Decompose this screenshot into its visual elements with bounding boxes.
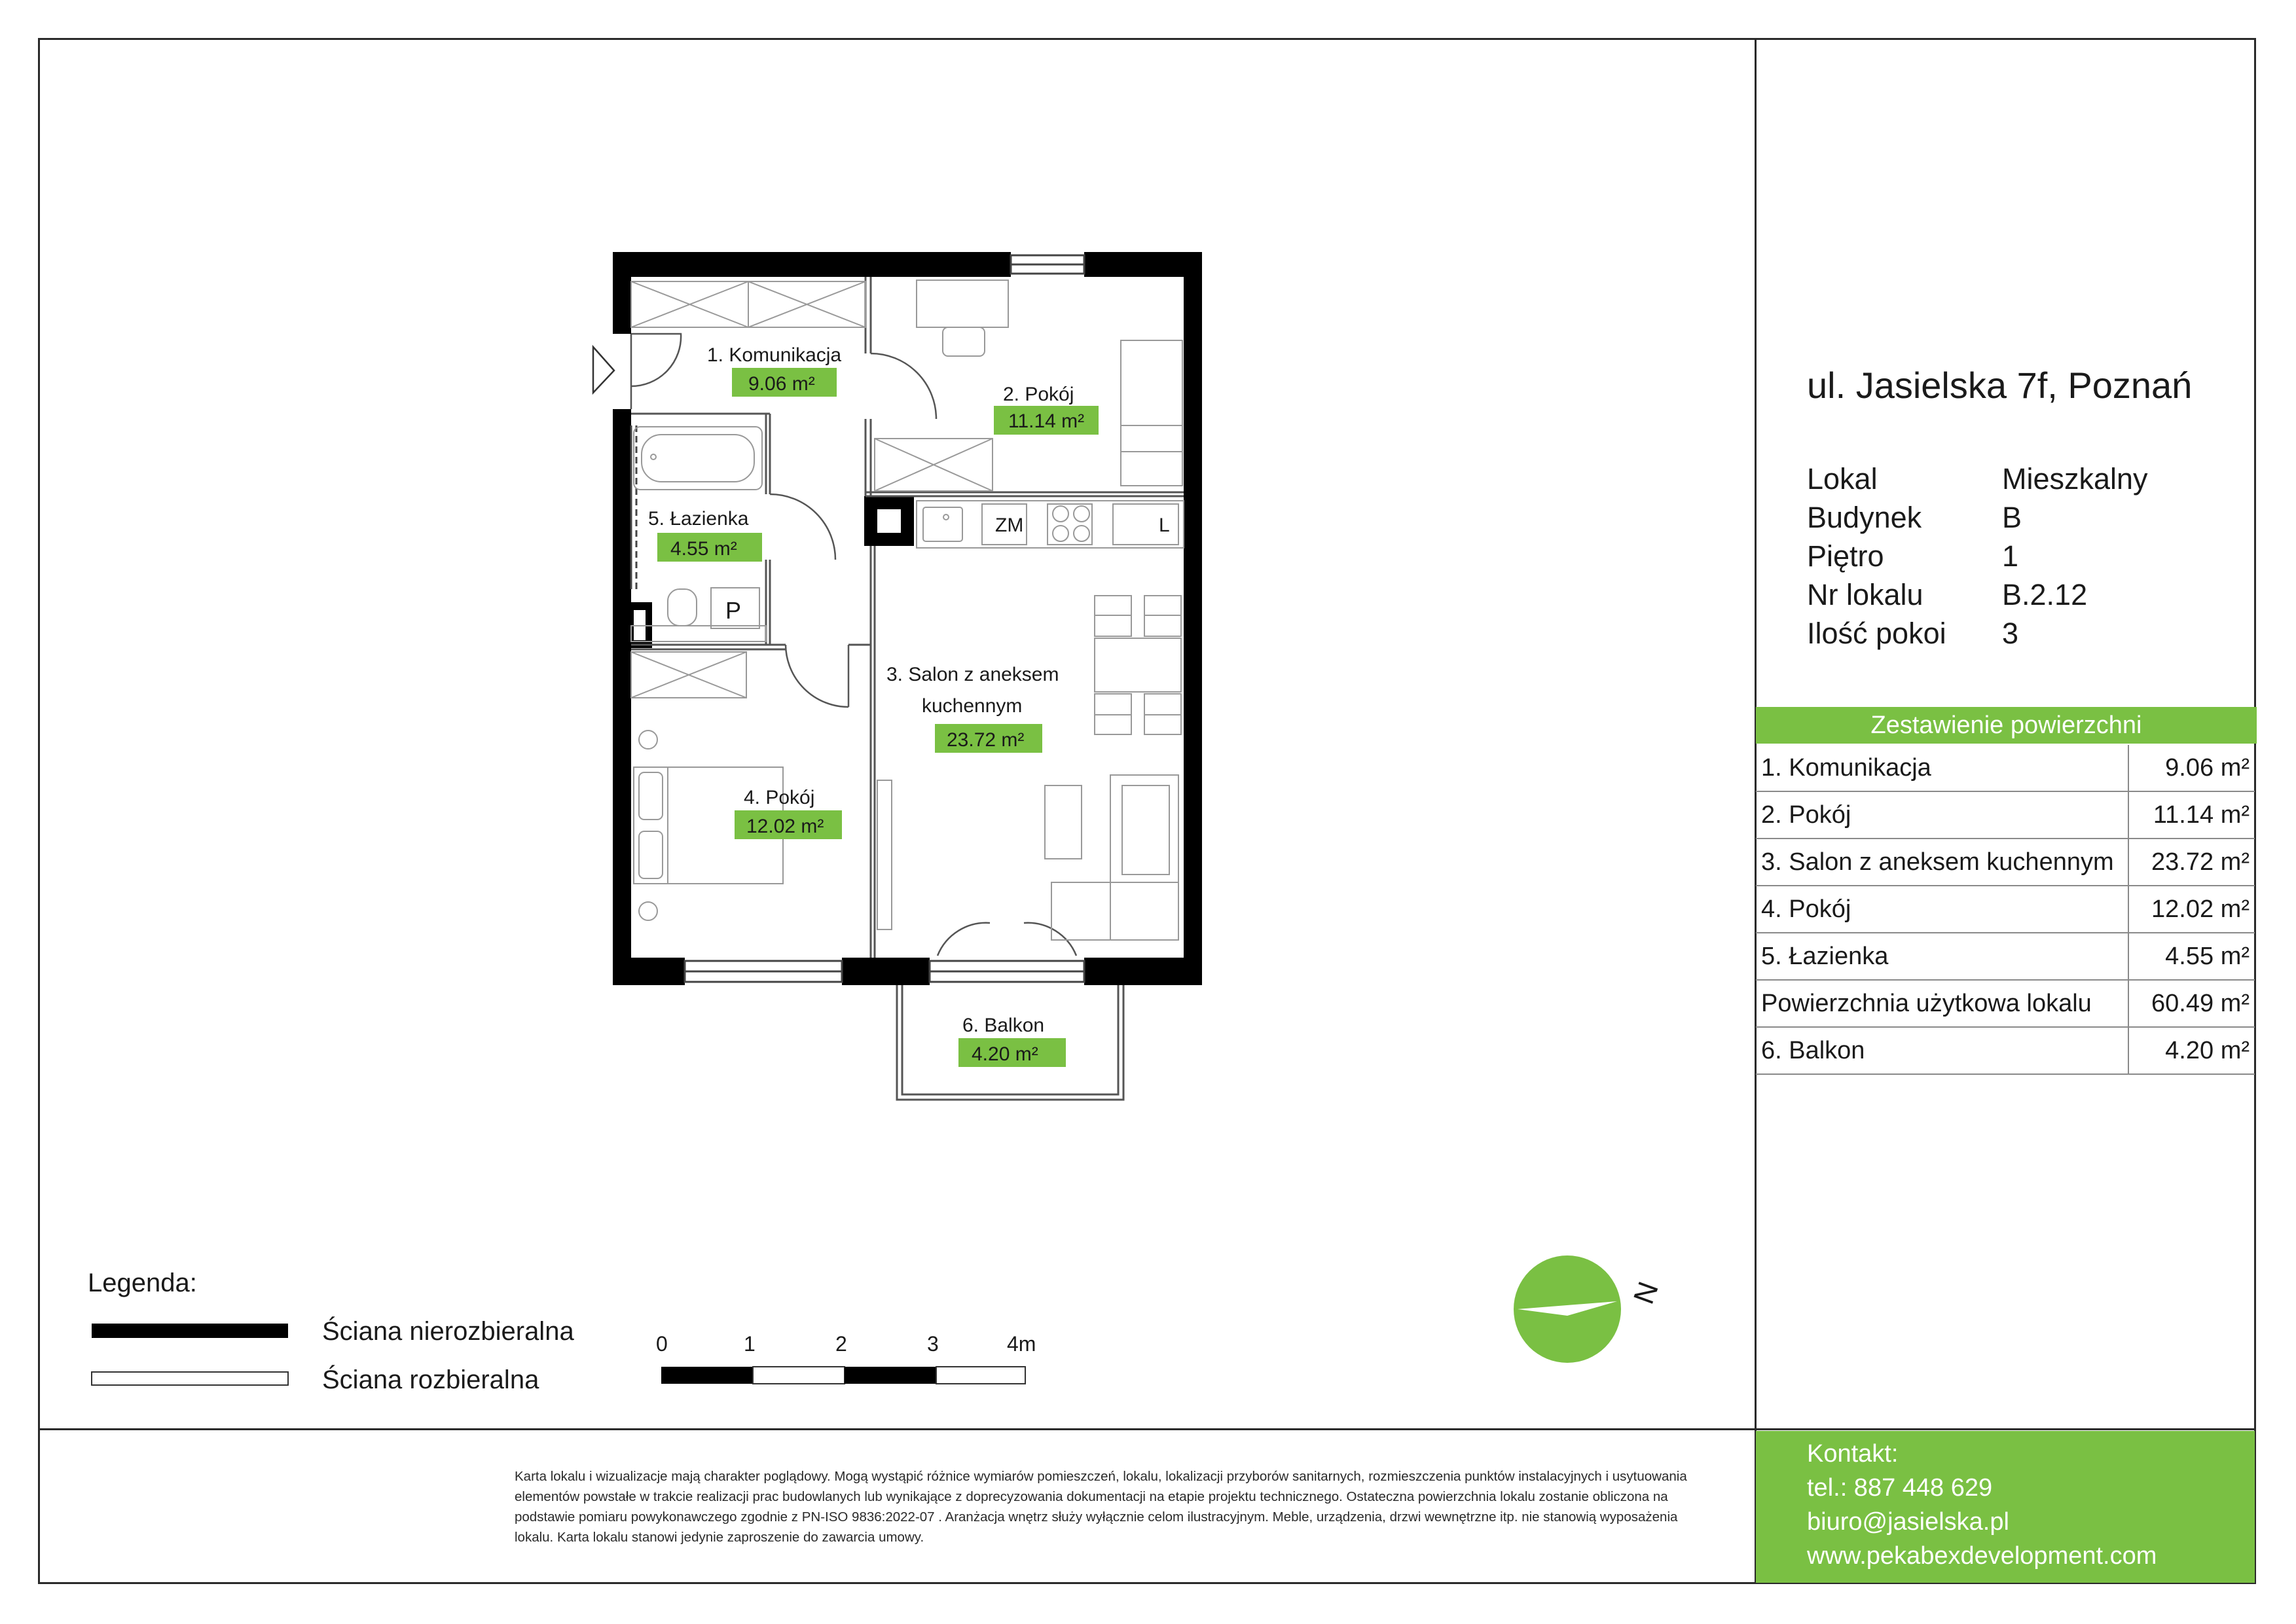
fixture-zm-label: ZM bbox=[995, 514, 1024, 536]
area-value: 9.06 m² bbox=[2128, 745, 2255, 791]
scale-tick-2: 2 bbox=[835, 1332, 847, 1356]
table-row bbox=[1756, 980, 2255, 1027]
room-5-label: 5. Łazienka bbox=[648, 508, 749, 530]
info-value-lokal: Mieszkalny bbox=[2002, 462, 2148, 496]
disclaimer-text: Karta lokalu i wizualizacje mają charakter poglądowy. Mogą wystąpić różnice wymiarów pomieszczeń, lokalu, lokalizacji przyborów sanitarnych, rozmieszczenia punktów instalacyjnych i usytuowania elementów powstałe w trakcie realizacji prac budowlanych lub wynikające z doprecyzowania dokumentacji na etapie projektu technicznego. Ostateczna powierzchnia lokalu zostanie obliczona na podstawie pomiaru powykonawczego zgodnie z PN-ISO 9836:2022-07 . Aranżacja wnętrz służy wyłącznie celom ilustracyjnym. Meble, urządzenia, drzwi wewnętrzne itp. nie stanowią wyposażenia lokalu. Karta lokalu stanowi jedynie zaproszenie do zawarcia umowy. bbox=[515, 1469, 1687, 1545]
area-value: 11.14 m² bbox=[2128, 791, 2255, 839]
scale-tick-3: 3 bbox=[927, 1332, 939, 1356]
info-label-nr-lokalu: Nr lokalu bbox=[1807, 578, 1923, 611]
contact-block bbox=[1756, 1431, 2255, 1583]
area-value: 23.72 m² bbox=[2128, 839, 2255, 886]
table-row bbox=[1756, 745, 2255, 791]
room-2-area: 11.14 m² bbox=[1008, 410, 1085, 432]
info-label-lokal: Lokal bbox=[1807, 462, 1878, 496]
load-bearing-walls bbox=[613, 252, 1202, 985]
info-label-budynek: Budynek bbox=[1807, 501, 1922, 534]
area-name: 2. Pokój bbox=[1756, 791, 2128, 839]
entrance-arrow-icon bbox=[593, 347, 614, 393]
info-value-nr-lokalu: B.2.12 bbox=[2002, 578, 2088, 611]
scale-tick-0: 0 bbox=[656, 1332, 668, 1356]
legend-load-bearing-swatch bbox=[92, 1324, 288, 1338]
area-name: 3. Salon z aneksem kuchennym bbox=[1756, 839, 2128, 886]
info-label-pietro: Piętro bbox=[1807, 539, 1884, 573]
info-value-budynek: B bbox=[2002, 501, 2022, 534]
room-6-area: 4.20 m² bbox=[972, 1043, 1038, 1065]
room-3-area: 23.72 m² bbox=[947, 729, 1025, 751]
info-value-pietro: 1 bbox=[2002, 539, 2019, 573]
scale-tick-4: 4m bbox=[1007, 1332, 1036, 1356]
area-value: 12.02 m² bbox=[2128, 886, 2255, 933]
legend-removable-label: Ściana rozbieralna bbox=[322, 1365, 539, 1394]
room-1-label: 1. Komunikacja bbox=[707, 344, 842, 366]
fixture-l-label: L bbox=[1159, 514, 1170, 536]
info-value-ilosc-pokoi: 3 bbox=[2002, 617, 2019, 650]
area-name: 1. Komunikacja bbox=[1756, 745, 2128, 791]
room-6-label: 6. Balkon bbox=[962, 1015, 1045, 1036]
table-row bbox=[1756, 886, 2255, 933]
furniture bbox=[631, 280, 1184, 940]
scale-bar bbox=[656, 1332, 1036, 1384]
room-3-label-line1: 3. Salon z aneksem bbox=[886, 664, 1059, 685]
table-row bbox=[1756, 1027, 2255, 1074]
room-4-label: 4. Pokój bbox=[744, 787, 815, 808]
area-name: 4. Pokój bbox=[1756, 886, 2128, 933]
compass-icon bbox=[1514, 1255, 1665, 1363]
contact-title: Kontakt: bbox=[1807, 1440, 1899, 1468]
address-title: ul. Jasielska 7f, Poznań bbox=[1807, 365, 2193, 406]
footer-divider bbox=[38, 1428, 2256, 1430]
contact-website[interactable]: www.pekabexdevelopment.com bbox=[1807, 1542, 2157, 1570]
scale-tick-1: 1 bbox=[744, 1332, 756, 1356]
legend-load-bearing-label: Ściana nierozbieralna bbox=[322, 1317, 574, 1346]
table-row bbox=[1756, 839, 2255, 886]
room-5-area: 4.55 m² bbox=[670, 538, 737, 560]
contact-phone[interactable]: tel.: 887 448 629 bbox=[1807, 1474, 1993, 1502]
partition-walls bbox=[631, 277, 1184, 958]
fixture-p-label: P bbox=[725, 597, 742, 624]
room-4-area: 12.02 m² bbox=[746, 816, 824, 837]
area-summary-header: Zestawienie powierzchni bbox=[1756, 707, 2257, 744]
legend-removable-swatch bbox=[92, 1372, 288, 1385]
table-row bbox=[1756, 791, 2255, 839]
windows bbox=[631, 255, 1084, 982]
contact-email[interactable]: biuro@jasielska.pl bbox=[1807, 1508, 2009, 1536]
compass-north-label: N bbox=[1627, 1277, 1665, 1308]
table-row bbox=[1756, 933, 2255, 980]
area-summary-table bbox=[1756, 745, 2255, 1075]
area-name: 6. Balkon bbox=[1756, 1027, 2128, 1074]
area-value: 4.20 m² bbox=[2128, 1027, 2255, 1074]
area-value: 60.49 m² bbox=[2128, 980, 2255, 1027]
area-name: 5. Łazienka bbox=[1756, 933, 2128, 980]
info-label-ilosc-pokoi: Ilość pokoi bbox=[1807, 617, 1946, 650]
room-2-label: 2. Pokój bbox=[1003, 384, 1074, 405]
room-1-area: 9.06 m² bbox=[748, 373, 815, 395]
area-name: Powierzchnia użytkowa lokalu bbox=[1756, 980, 2128, 1027]
area-value: 4.55 m² bbox=[2128, 933, 2255, 980]
legend-title: Legenda: bbox=[88, 1269, 197, 1297]
room-3-label-line2: kuchennym bbox=[922, 695, 1023, 717]
